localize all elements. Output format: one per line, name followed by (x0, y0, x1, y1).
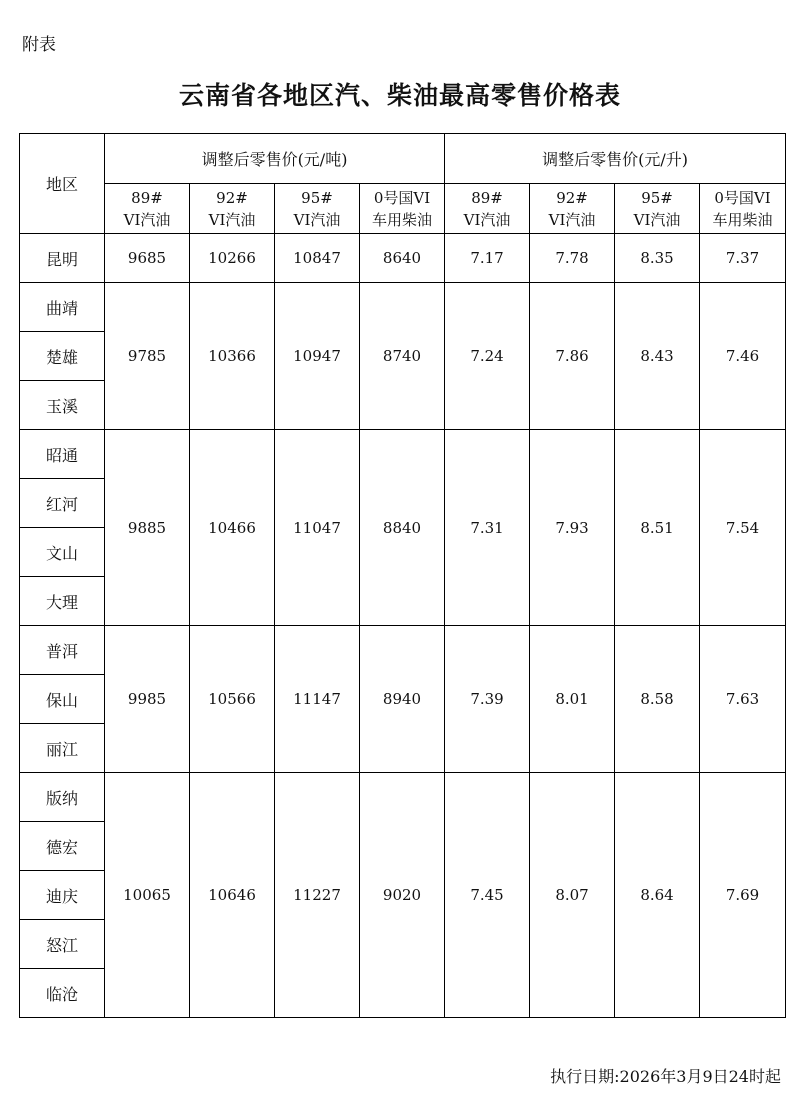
region-cell: 保山 (20, 675, 105, 724)
table-header-row (20, 134, 786, 184)
fuel-type-header (105, 184, 190, 234)
per-liter-group-header: 调整后零售价(元/升) (445, 134, 786, 184)
table-row (20, 626, 786, 675)
price-cell: 10847 (275, 234, 360, 283)
price-cell: 10266 (190, 234, 275, 283)
region-cell: 昭通 (20, 430, 105, 479)
price-cell: 11047 (275, 430, 360, 626)
price-cell: 11147 (275, 626, 360, 773)
price-cell: 8.07 (530, 773, 615, 1018)
fuel-grade-label: 0号国VI (714, 188, 771, 207)
region-cell: 文山 (20, 528, 105, 577)
price-cell: 10466 (190, 430, 275, 626)
region-cell: 昆明 (20, 234, 105, 283)
price-cell: 8.58 (615, 626, 700, 773)
fuel-grade-label: 0号国VI (373, 188, 431, 207)
attachment-label: 附表 (22, 35, 56, 55)
fuel-kind-label: VI汽油 (633, 210, 681, 229)
fuel-grade-label: 95# (301, 188, 333, 207)
fuel-kind-label: VI汽油 (123, 210, 171, 229)
price-cell: 7.46 (700, 283, 786, 430)
fuel-grade-label: 89# (131, 188, 163, 207)
region-cell: 临沧 (20, 969, 105, 1018)
price-cell: 9885 (105, 430, 190, 626)
region-cell: 曲靖 (20, 283, 105, 332)
price-cell: 9985 (105, 626, 190, 773)
fuel-grade-label: 89# (471, 188, 503, 207)
price-cell: 7.37 (700, 234, 786, 283)
price-cell: 7.63 (700, 626, 786, 773)
table-row (20, 773, 786, 822)
price-cell: 10646 (190, 773, 275, 1018)
fuel-kind-label: VI汽油 (463, 210, 511, 229)
fuel-type-header (360, 184, 445, 234)
fuel-header-row (20, 184, 786, 234)
fuel-kind-label: 车用柴油 (372, 210, 433, 229)
price-cell: 8.64 (615, 773, 700, 1018)
fuel-kind-label: 车用柴油 (712, 210, 773, 229)
price-cell: 7.86 (530, 283, 615, 430)
region-cell: 红河 (20, 479, 105, 528)
region-cell: 怒江 (20, 920, 105, 969)
price-cell: 8.35 (615, 234, 700, 283)
region-column-header: 地区 (20, 134, 105, 234)
price-cell: 8940 (360, 626, 445, 773)
fuel-type-header (190, 184, 275, 234)
price-cell: 7.31 (445, 430, 530, 626)
price-table (19, 133, 786, 1018)
fuel-kind-label: VI汽油 (208, 210, 256, 229)
fuel-type-header (700, 184, 786, 234)
price-cell: 7.54 (700, 430, 786, 626)
price-cell: 8740 (360, 283, 445, 430)
table-row (20, 430, 786, 479)
price-cell: 7.93 (530, 430, 615, 626)
price-cell: 7.24 (445, 283, 530, 430)
price-cell: 9020 (360, 773, 445, 1018)
price-cell: 8840 (360, 430, 445, 626)
price-cell: 8.01 (530, 626, 615, 773)
table-row (20, 283, 786, 332)
region-cell: 丽江 (20, 724, 105, 773)
price-cell: 11227 (275, 773, 360, 1018)
fuel-type-header (530, 184, 615, 234)
fuel-kind-label: VI汽油 (548, 210, 596, 229)
price-cell: 8.51 (615, 430, 700, 626)
region-cell: 大理 (20, 577, 105, 626)
page-title: 云南省各地区汽、柴油最高零售价格表 (178, 81, 621, 110)
price-cell: 7.17 (445, 234, 530, 283)
region-cell: 玉溪 (20, 381, 105, 430)
fuel-grade-label: 95# (641, 188, 673, 207)
fuel-grade-label: 92# (216, 188, 248, 207)
price-cell: 7.78 (530, 234, 615, 283)
table-body (20, 234, 786, 1018)
region-cell: 德宏 (20, 822, 105, 871)
region-cell: 楚雄 (20, 332, 105, 381)
region-cell: 迪庆 (20, 871, 105, 920)
price-cell: 10566 (190, 626, 275, 773)
price-cell: 8.43 (615, 283, 700, 430)
price-cell: 7.45 (445, 773, 530, 1018)
price-cell: 10065 (105, 773, 190, 1018)
fuel-type-header (445, 184, 530, 234)
fuel-kind-label: VI汽油 (293, 210, 341, 229)
price-cell: 7.69 (700, 773, 786, 1018)
per-ton-group-header: 调整后零售价(元/吨) (105, 134, 445, 184)
price-cell: 9785 (105, 283, 190, 430)
region-cell: 版纳 (20, 773, 105, 822)
fuel-type-header (615, 184, 700, 234)
fuel-grade-label: 92# (556, 188, 588, 207)
price-cell: 8640 (360, 234, 445, 283)
price-cell: 10366 (190, 283, 275, 430)
region-cell: 普洱 (20, 626, 105, 675)
price-cell: 9685 (105, 234, 190, 283)
price-cell: 7.39 (445, 626, 530, 773)
table-row (20, 234, 786, 283)
price-cell: 10947 (275, 283, 360, 430)
effective-date: 执行日期:2026年3月9日24时起 (550, 1067, 781, 1086)
fuel-type-header (275, 184, 360, 234)
